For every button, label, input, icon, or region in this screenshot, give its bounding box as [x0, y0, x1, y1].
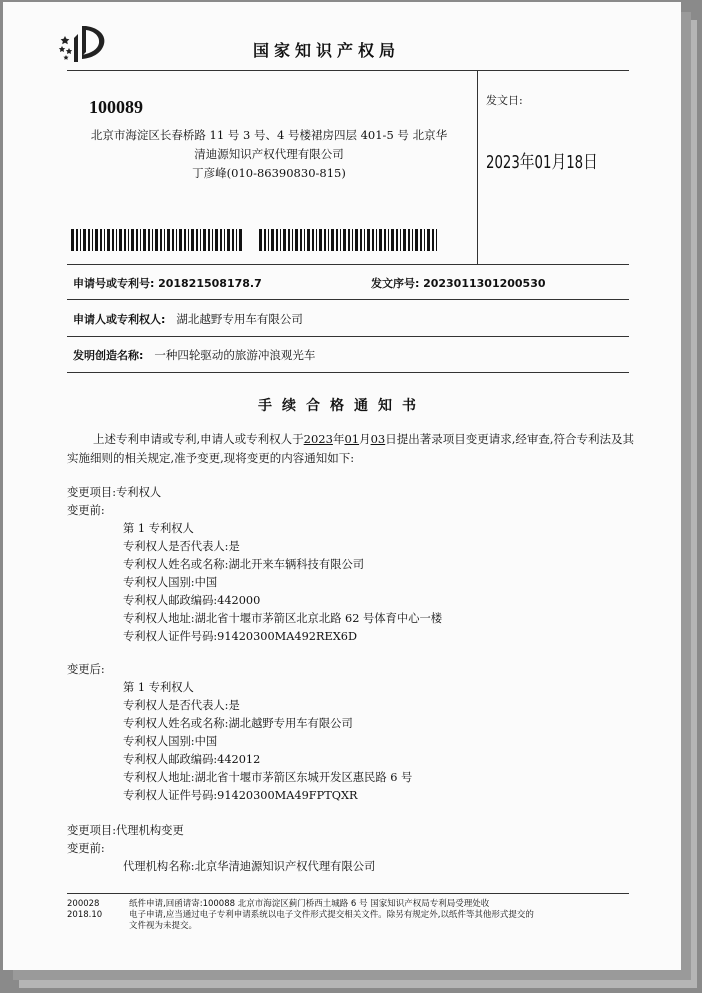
office-title: 国家知识产权局 [253, 41, 401, 60]
intro-text: 上述专利申请或专利,申请人或专利权人于 [93, 432, 304, 446]
footer-line: 文件视为未提交。 [129, 921, 198, 931]
address-line: 北京市海淀区长春桥路 11 号 3 号、4 号楼裙房四层 401-5 号 北京华 [90, 128, 448, 142]
year-unit: 年 [332, 432, 345, 446]
before-line: 第 1 专利权人 [123, 522, 194, 535]
before-line: 专利权人是否代表人:是 [123, 540, 240, 553]
before-label: 变更前: [67, 504, 105, 517]
after-line: 专利权人国别:中国 [123, 735, 218, 748]
footer-line: 电子申请,应当通过电子专利申请系统以电子文件形式提交相关文件。除另有规定外,以纸件等其他形式提交的 [129, 910, 534, 920]
form-code [67, 899, 102, 921]
change-item: 变更项目:专利权人 [67, 486, 162, 499]
before-line: 专利权人证件号码:91420300MA492REX6D [123, 630, 358, 643]
after-line: 专利权人邮政编码:442012 [123, 753, 261, 766]
barcode-left [71, 229, 243, 251]
recipient-address [79, 126, 459, 183]
applicant-row [73, 311, 303, 327]
form-date: 2018.10 [67, 910, 103, 920]
after-line: 专利权人地址:湖北省十堰市茅箭区东城开发区惠民路 6 号 [123, 771, 413, 784]
notice-title: 手续合格通知书 [258, 398, 426, 414]
request-day: 03 [370, 432, 386, 446]
after-line: 专利权人姓名或名称:湖北越野专用车有限公司 [123, 717, 353, 730]
header-top-rule [67, 70, 629, 71]
address-line: 丁彦峰(010-86390830-815) [192, 166, 346, 180]
application-number: 201821508178.7 [158, 277, 262, 290]
address-line: 清迪源知识产权代理有限公司 [194, 147, 344, 161]
month-unit: 月 [359, 432, 371, 446]
after-line: 专利权人证件号码:91420300MA49FPTQXR [123, 789, 358, 802]
applicant-value: 湖北越野专用车有限公司 [176, 312, 303, 326]
change-item: 变更项目:代理机构变更 [67, 824, 184, 837]
dispatch-date: 2023年01月18日 [486, 152, 598, 173]
barcode-right [259, 229, 439, 251]
request-year: 2023 [303, 432, 333, 446]
agency-line: 代理机构名称:北京华清迪源知识产权代理有限公司 [123, 860, 376, 873]
application-number-label: 申请号或专利号: [73, 277, 155, 290]
footer-line: 纸件申请,回函请寄:100088 北京市海淀区蓟门桥西土城路 6 号 国家知识产权局专利局受理处收 [129, 899, 490, 909]
header-divider [477, 70, 478, 264]
after-label: 变更后: [67, 663, 105, 676]
before-line: 专利权人邮政编码:442000 [123, 594, 261, 607]
application-number-row [73, 275, 262, 291]
footer-rule [67, 893, 629, 894]
row-rule [67, 336, 629, 337]
form-number: 200028 [67, 899, 100, 909]
notice-page [3, 2, 681, 970]
postcode: 100089 [89, 97, 143, 117]
row-rule [67, 372, 629, 373]
notice-intro [67, 430, 635, 468]
invention-row [73, 347, 315, 363]
invention-value: 一种四轮驱动的旅游冲浪观光车 [154, 348, 316, 362]
serial-number: 2023011301200530 [423, 277, 546, 290]
intro-text: 日提出著录项目变更请求,经审查,符合专利法及其实施细则的相关规定,准予变更,现将变更的内容通知如下: [67, 432, 635, 465]
row-rule [67, 299, 629, 300]
serial-number-row [371, 275, 546, 291]
request-month: 01 [344, 432, 360, 446]
invention-label: 发明创造名称: [73, 349, 144, 362]
dispatch-date-label: 发文日: [486, 94, 523, 107]
applicant-label: 申请人或专利权人: [73, 313, 166, 326]
before-label: 变更前: [67, 842, 105, 855]
footer-text [129, 899, 534, 932]
header-bottom-rule [67, 264, 629, 265]
after-line: 第 1 专利权人 [123, 681, 194, 694]
serial-number-label: 发文序号: [371, 277, 420, 290]
before-line: 专利权人姓名或名称:湖北开来车辆科技有限公司 [123, 558, 365, 571]
after-line: 专利权人是否代表人:是 [123, 699, 240, 712]
cnipa-logo-icon [56, 22, 108, 64]
before-line: 专利权人国别:中国 [123, 576, 218, 589]
before-line: 专利权人地址:湖北省十堰市茅箭区北京北路 62 号体育中心一楼 [123, 612, 443, 625]
